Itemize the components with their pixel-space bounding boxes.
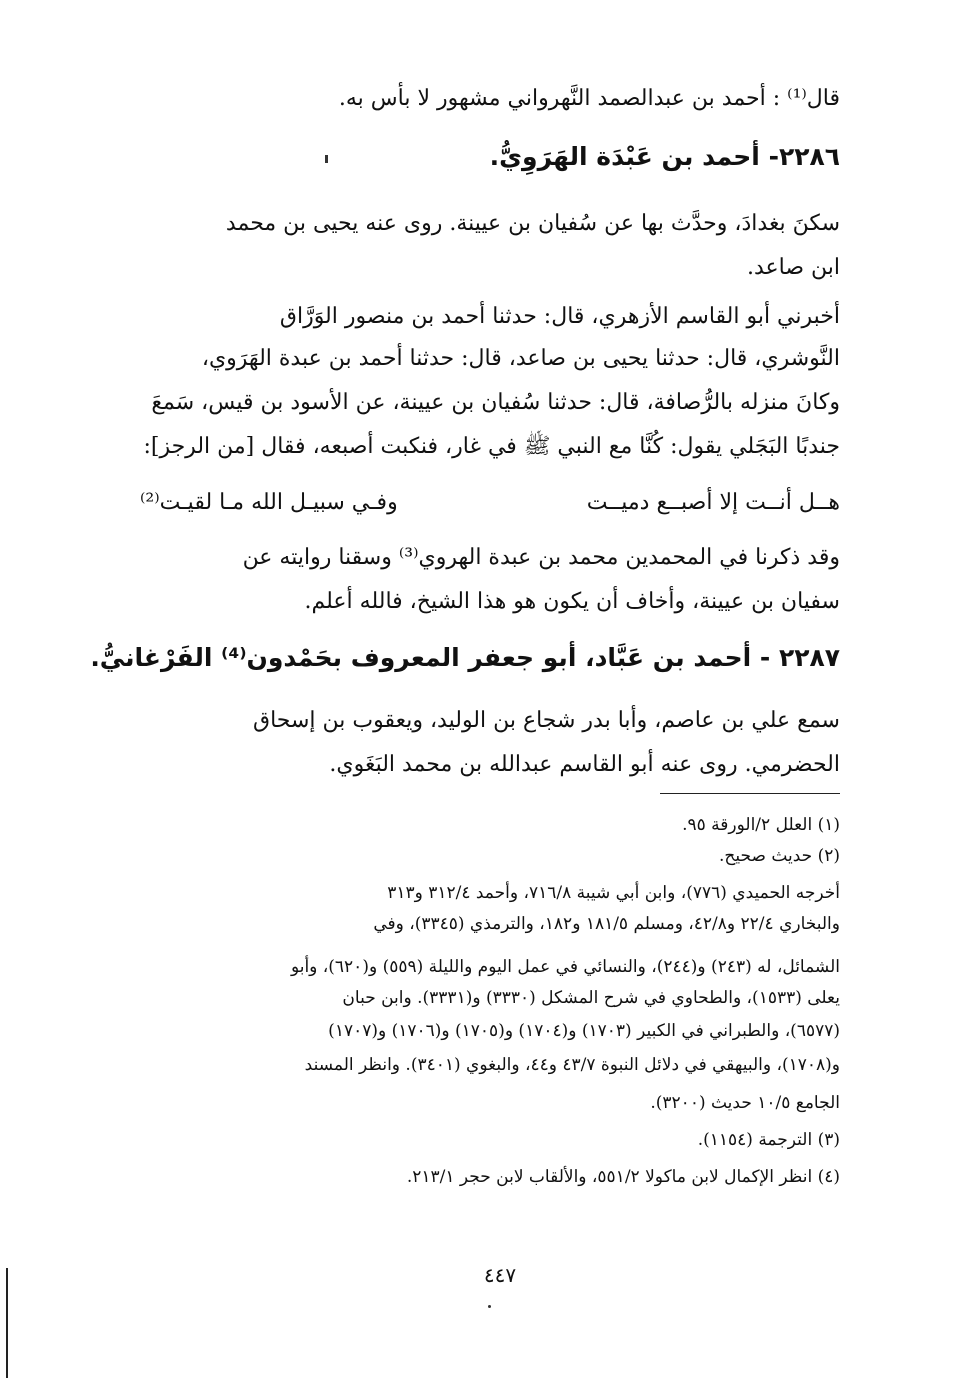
footnote-1: (١) العلل ٢/الورقة ٩٥.	[682, 815, 840, 835]
scan-artifact-dot	[488, 1305, 491, 1308]
entry-2286-line-1: سكنَ بغدادَ، وحدَّث بها عن سُفيان بن عيينة. روى عنه يحيى بن محمد	[225, 211, 840, 236]
isnad-line-1: أخبرني أبو القاسم الأزهري، قال: حدثنا أحمد بن منصور الوَرَّاق	[279, 304, 840, 329]
isnad-line-2: النَّوشري، قال: حدثنا يحيى بن صاعد، قال: حدثنا أحمد بن عبدة الهَرَوي،	[201, 346, 840, 371]
opening-line: قال⁽¹⁾ : أحمد بن عبدالصمد النَّهرواني مشهور لا بأس به.	[338, 86, 840, 111]
remark-line-1: وقد ذكرنا في المحمدين محمد بن عبدة الهروي⁽³⁾ وسقنا روايته عن	[242, 545, 840, 570]
isnad-line-4: جندبًا البَجَلي يقول: كُنَّا مع النبي ﷺ في غار، فنكبت أصبعه، فقال [من الرجز]:	[143, 434, 840, 459]
footnote-2-line-5: (٦٥٧٧)، والطبراني في الكبير (١٧٠٣) و(١٧٠٤) و(١٧٠٥) و(١٧٠٦) و(١٧٠٧)	[328, 1021, 840, 1041]
footnote-2-line-4: يعلى (١٥٣٣)، والطحاوي في شرح المشكل (٣٣٣٠) و(٣٣٣١). وابن حبان	[342, 988, 840, 1008]
footnote-2-line-6: و(١٧٠٨)، والبيهقي في دلائل النبوة ٤٣/٧ و٤٤، والبغوي (٣٤٠١). وانظر المسند	[304, 1055, 840, 1075]
verse-first-hemistich: هــل أنــت إلا أصبــع دميــت	[586, 490, 840, 515]
footnote-2-line-2: والبخاري ٢٢/٤ و٤٢/٨، ومسلم ١٨١/٥ و١٨٢، والترمذي (٣٣٤٥)، وفي	[373, 914, 840, 934]
footnote-2: (٢) حديث صحيح.	[719, 846, 840, 866]
entry-2287-line-2: الحضرمي. روى عنه أبو القاسم عبدالله بن محمد البَغَوي.	[329, 752, 840, 777]
footnote-2-line-1: أخرجه الحميدي (٧٧٦)، وابن أبي شيبة ٧١٦/٨، وأحمد ٣١٢/٤ و٣١٣	[387, 883, 840, 903]
footnote-2-line-3: الشمائل، له (٢٤٣) و(٢٤٤)، والنسائي في عمل اليوم والليلة (٥٥٩) و(٦٢٠)، وأبو	[290, 957, 840, 977]
remark-line-2: سفيان بن عيينة، وأخاف أن يكون هو هذا الشيخ، فالله أعلم.	[304, 589, 840, 614]
entry-2286-line-2: ابن صاعد.	[746, 255, 840, 280]
page-number: ٤٤٧	[483, 1263, 517, 1287]
entry-2287-line-1: سمع علي بن عاصم، وأبا بدر شجاع بن الوليد، ويعقوب بن إسحاق	[253, 708, 840, 733]
isnad-line-3: وكانَ منزله بالرُّصافة، قال: حدثنا سُفيان بن عيينة، عن الأسود بن قيس، سَمعَ	[151, 390, 840, 415]
footnote-3: (٣) الترجمة (١١٥٤).	[697, 1130, 840, 1150]
footnote-4: (٤) انظر الإكمال لابن ماكولا ٥٥١/٢، والألقاب لابن حجر ٢١٣/١.	[406, 1167, 840, 1187]
entry-heading-2287: ٢٢٨٧ - أحمد بن عَبَّاد، أبو جعفر المعروف بحَمْدون⁽⁴⁾ الفَرْغانيُّ.	[90, 643, 840, 672]
verse-second-hemistich: وفـي سبيـل الله مـا لقيـت⁽²⁾	[140, 490, 398, 515]
footnotes	[90, 0, 840, 1200]
scan-page-edge	[6, 1268, 8, 1378]
entry-heading-2286: ٢٢٨٦- أحمد بن عَبْدَة الهَرَوِيُّ.	[489, 142, 840, 171]
footnote-2-line-7: الجامع ١٠/٥ حديث (٣٢٠٠).	[650, 1093, 840, 1113]
